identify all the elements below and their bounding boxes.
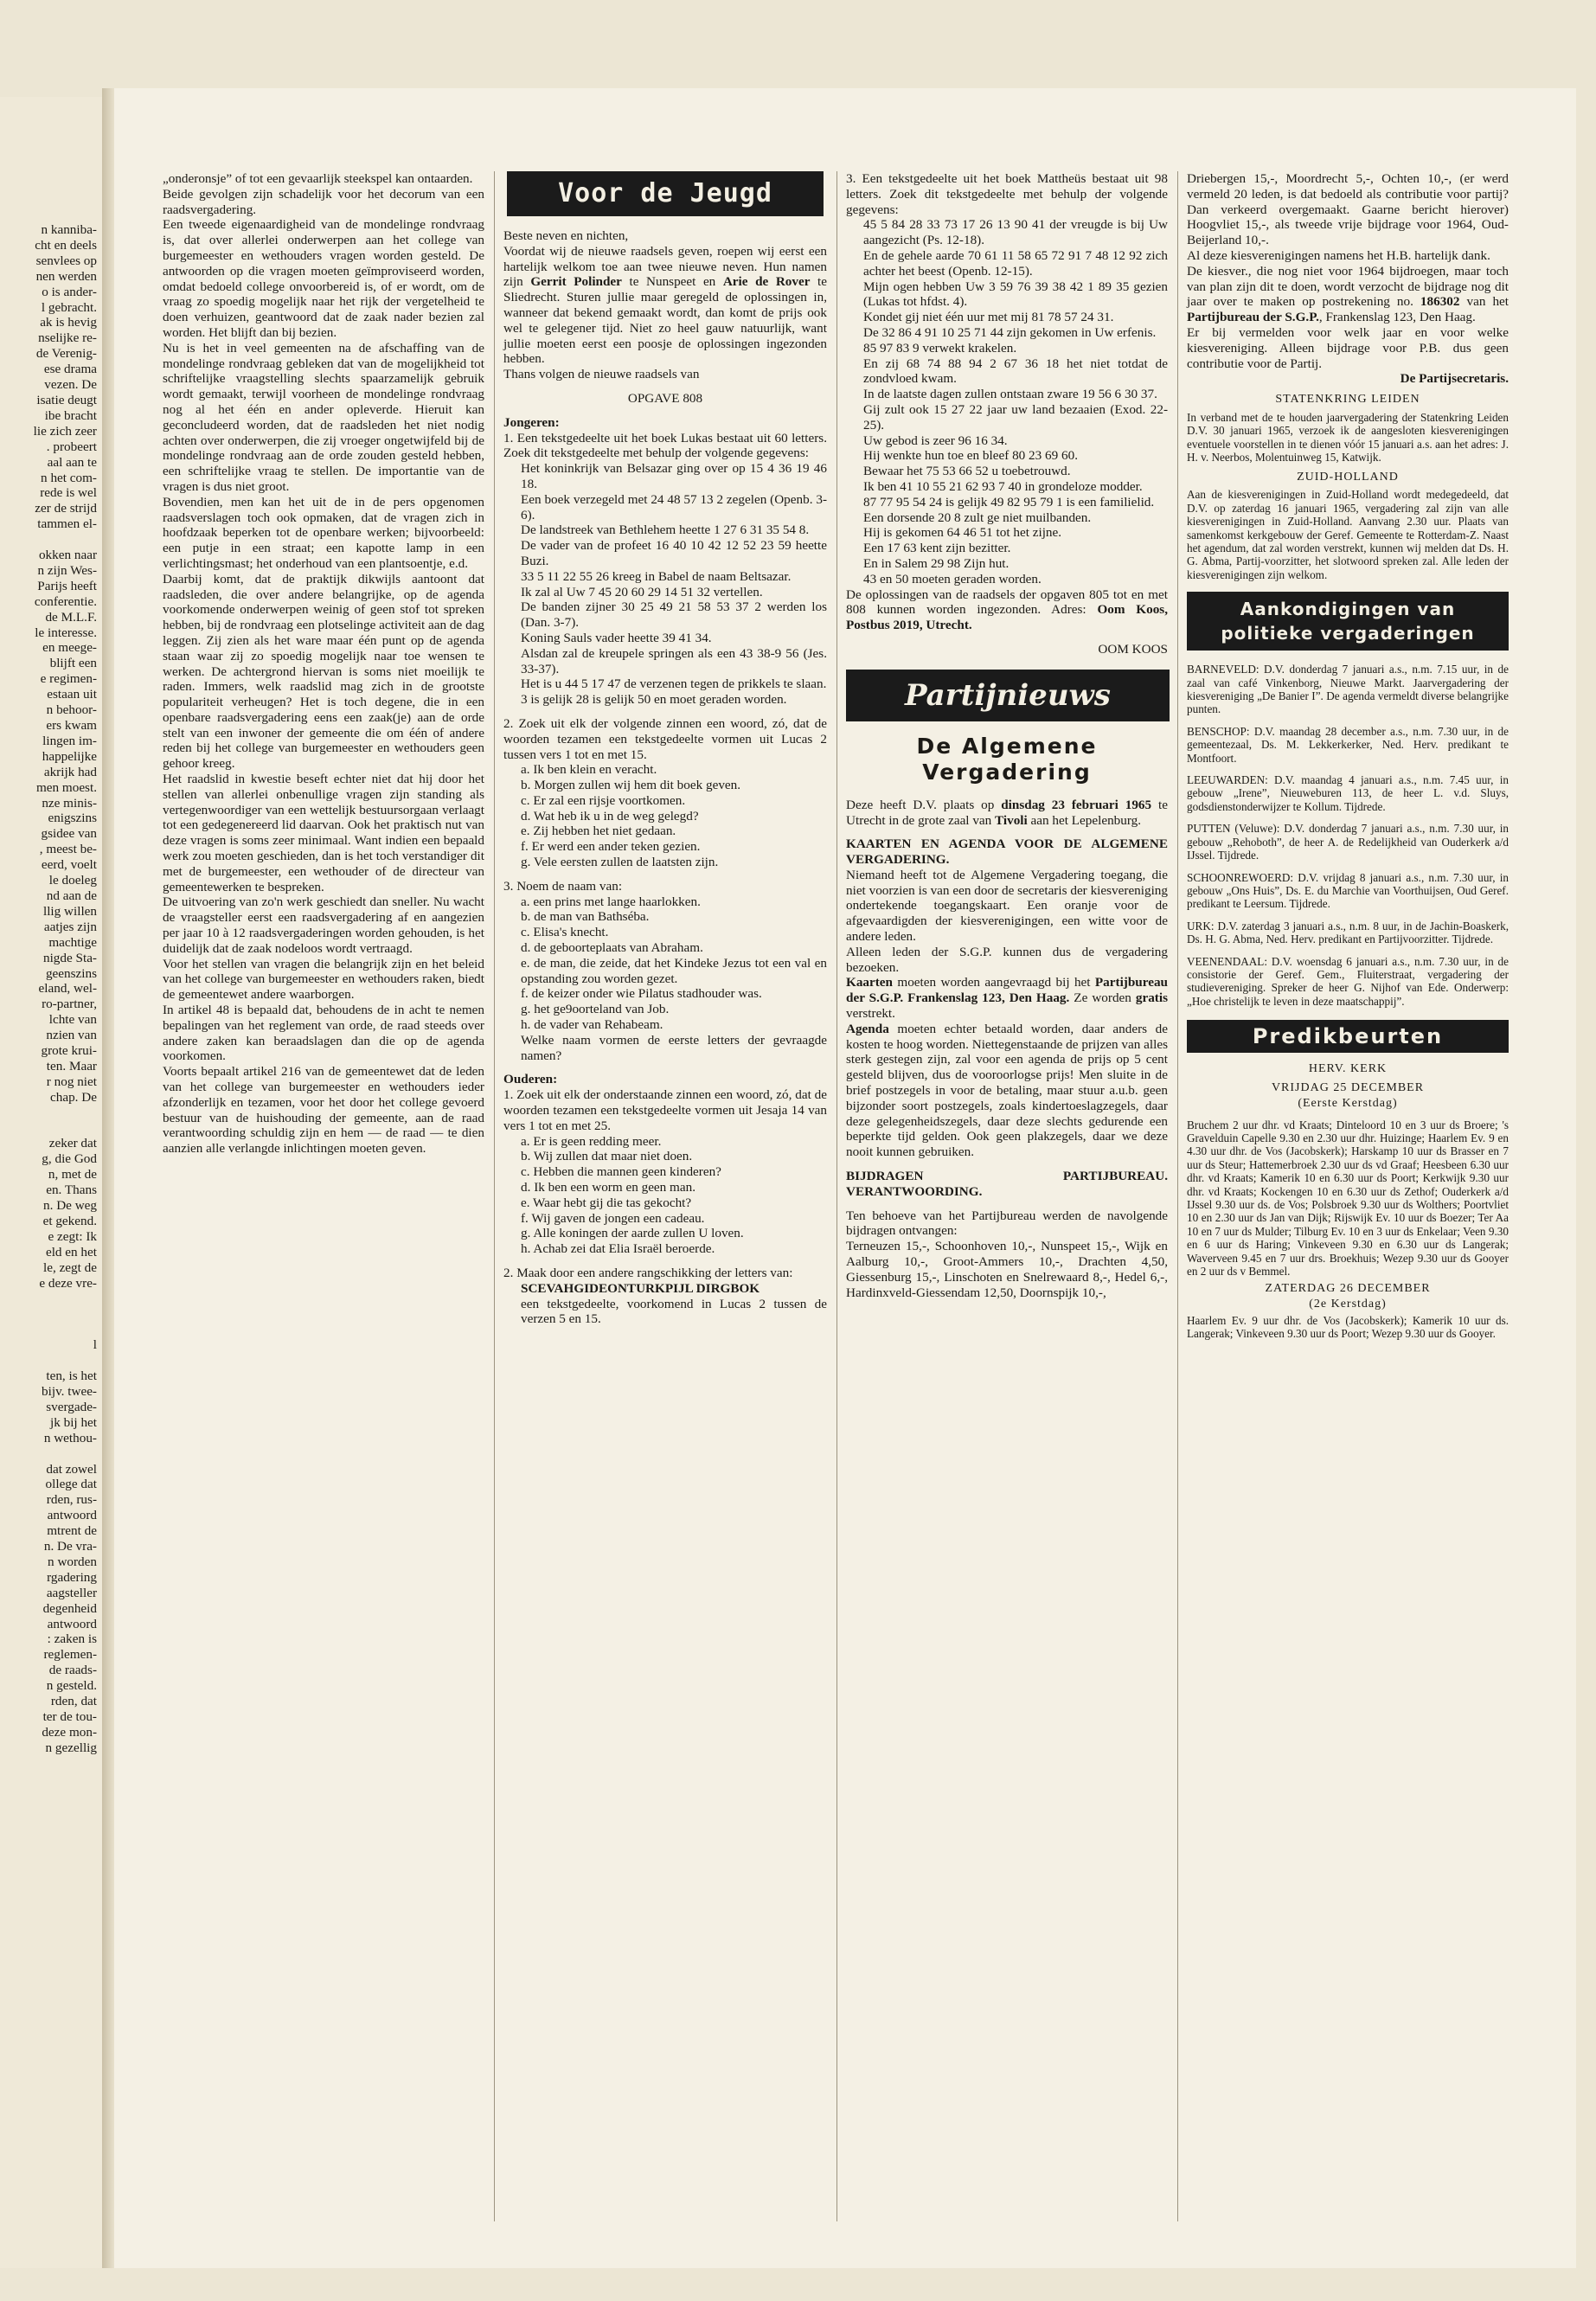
opgave-heading: OPGAVE 808 <box>627 390 703 406</box>
greeting: Beste neven en nichten, <box>503 228 629 243</box>
puzzle-line: Ik zal al Uw 7 45 20 60 29 14 51 32 vertellen. <box>521 584 763 599</box>
puzzle-line: 3 is gelijk 28 is gelijk 50 en moet geraden worden. <box>521 692 787 708</box>
puzzle-line: De 32 86 4 91 10 25 71 44 zijn gekomen in Uw erfenis. <box>863 324 1157 340</box>
puzzle-item: f. Wij gaven de jongen een cadeau. <box>521 1210 705 1226</box>
puzzle-item: b. de man van Bathséba. <box>521 909 650 925</box>
puzzle-item: f. de keizer onder wie Pilatus stadhouder was. <box>521 986 762 1002</box>
puzzle-line: De landstreek van Bethlehem heette 1 27 6 31 35 54 8. <box>521 522 810 538</box>
closing-paragraph: De oplossingen van de raadsels der opgaven 805 tot en met 808 kunnen worden ingezonden. Adres: Oom Koos, Postbus 2019, Utrecht. <box>846 586 1168 633</box>
puzzle-item: e. Zij hebben het niet gedaan. <box>521 824 676 839</box>
puzzle-item: a. Ik ben klein en veracht. <box>521 762 657 778</box>
date-heading: VRIJDAG 25 DECEMBER <box>1271 1080 1425 1094</box>
ouderen-heading: Ouderen: <box>503 1072 558 1087</box>
puzzle-question: 1. Een tekstgedeelte uit het boek Lukas bestaat uit 60 letters. Zoek dit tekstgedeelte met behulp der volgende gegevens: <box>503 430 827 461</box>
meeting-announcement: URK: D.V. zaterdag 3 januari a.s., n.m. 8 uur, in de Jachin-Boaskerk, Ds. H. G. Abma, Ned. Herv. predikant en Partijvoorzitter. Tijdrede. <box>1187 919 1509 946</box>
puzzle-item: c. Elisa's knecht. <box>521 925 609 940</box>
signature: OOM KOOS <box>1098 641 1168 657</box>
puzzle-line: Mijn ogen hebben Uw 3 59 76 39 38 42 1 89 35 gezien (Lukas tot hfdst. 4). <box>863 279 1168 310</box>
paragraph: „onderonsje” of tot een gevaarlijk steekspel kan ontaarden. <box>163 171 473 186</box>
partijnieuws-banner: Partijnieuws <box>846 670 1170 721</box>
puzzle-line: De banden zijner 30 25 49 21 58 53 37 2 werden los (Dan. 3-7). <box>521 599 827 631</box>
sermon-schedule: Haarlem Ev. 9 uur dhr. de Vos (Jacobskerk); Kamerik 10 uur ds. Langerak; Vinkeveen 9.30 uur ds Poort; Wezep 9.30 uur ds Gooyer. <box>1187 1314 1509 1341</box>
puzzle-items <box>503 762 827 870</box>
paragraph: Een tweede eigenaardigheid van de mondelinge rondvraag is, dat over allerlei onderwerpen aan het college van burgemeester en wethouders vragen worden gesteld. De antwoorden op die vragen moeten geïmproviseerd worden, omdat bedoeld college onvoorbereid is, of er wordt, om de vraag zo spoedig mogelijk naar het rijk der vergetelheid te doen verhuizen, geantwoord dat de zaak nader bezien zal worden. Het blijft dan bij bezien. <box>163 217 484 340</box>
puzzle-items <box>503 1134 827 1257</box>
paragraph: Deze heeft D.V. plaats op dinsdag 23 februari 1965 te Utrecht in de grote zaal van Tivoli aan het Lepelenburg. <box>846 797 1168 828</box>
meeting-announcement: SCHOONREWOERD: D.V. vrijdag 8 januari a.s., n.m. 7.30 uur, in gebouw „Ons Huis”, Ds. E. du Marchie van Voorthuijsen, Oud Geref. predikant te Leersum. Tijdrede. <box>1187 870 1509 911</box>
puzzle-line: Hij wenkte hun toe en bleef 80 23 69 60. <box>863 448 1079 464</box>
paragraph: Beide gevolgen zijn schadelijk voor het decorum van een raadsvergadering. <box>163 186 484 217</box>
column-1 <box>163 171 484 1157</box>
section-heading: STATENKRING LEIDEN <box>1275 393 1420 407</box>
puzzle-line: 33 5 11 22 55 26 kreeg in Babel de naam Beltsazar. <box>521 568 792 584</box>
left-page-fragment <box>0 97 102 2268</box>
puzzle-items <box>503 894 827 1033</box>
church-heading: HERV. KERK <box>1308 1062 1388 1076</box>
puzzle-line: Uw gebod is zeer 96 16 34. <box>863 433 1008 448</box>
meeting-announcement: BARNEVELD: D.V. donderdag 7 januari a.s., n.m. 7.15 uur, in de zaal van café Vinkenborg, Nieuwe Markt. Jaarvergadering der kiesvereniging „De Banier I”. De agenda vermeldt diverse belangrijke punten. <box>1187 663 1509 716</box>
aankondigingen-banner: Aankondigingen van politieke vergaderingen <box>1187 592 1509 651</box>
puzzle-question: 2. Maak door een andere rangschikking der letters van: <box>503 1266 793 1280</box>
date-subheading: (2e Kerstdag) <box>1309 1298 1387 1311</box>
puzzle-item: g. het ge9oorteland van Job. <box>521 1002 670 1017</box>
puzzle-line: 43 en 50 moeten geraden worden. <box>863 571 1042 586</box>
column-4 <box>1187 171 1509 1341</box>
puzzle-line: 87 77 95 54 24 is gelijk 49 82 95 79 1 is een familielid. <box>863 494 1155 510</box>
left-page-text: n kanniba- cht en deels senvlees op nen werden o is ander- l gebracht. ak is hevig nselijke re- de Verenig- ese drama vezen. De isatie deugt ibe bracht lie zich zeer . probeert aal aan te n het com- rede is wel zer de strijd tammen el- okken naar n zijn Wes- Parijs heeft conferentie. de M.L.F. le interesse. en meege- blijft een e regimen- estaan uit n behoor- ers kwam lingen im- happelijke akrijk had men moest. nze minis- enigszins gsidee van , meest be- eerd, voelt le doeleg nd aan de llig willen aatjes zijn machtige nigde Sta- geenszins eland, wel- ro-partner, lchte van nzien van grote krui- ten. Maar r nog niet chap. De zeker dat g, die God n, met de en. Thans n. De weg et gekend. e zegt: Ik eld en het le, zegt de e deze vre- l ten, is het bijv. twee- svergade- jk bij het n wethou- dat zowel ollege dat rden, rus- antwoord mtrent de n. De vra- n worden rgadering aagsteller degenheid antwoord : zaken is reglemen- de raads- n gesteld. rden, dat ter de tou- deze mon- n gezellig <box>33 222 97 1755</box>
paragraph: Al deze kiesverenigingen namens het H.B. hartelijk dank. <box>1187 247 1490 263</box>
puzzle-line: En in Salem 29 98 Zijn hut. <box>863 555 1010 571</box>
intro-paragraph: Voordat wij de nieuwe raadsels geven, roepen wij eerst een hartelijk welkom toe aan twee nieuwe neven. Hun namen zijn Gerrit Polinder te Nunspeet en Arie de Rover te Sliedrecht. Sturen jullie maar geregeld de oplossingen in, wanneer dat bekend gemaakt wordt, dan komt de prijs ook wel te gelegener tijd. Niet zo heel gauw natuurlijk, want jullie moeten eerst een poosje de oplossingen ingezonden hebben. <box>503 243 828 367</box>
puzzle-lines <box>503 461 827 708</box>
puzzle-question: Welke naam vormen de eerste letters der gevraagde namen? <box>521 1032 827 1063</box>
puzzle-line: Een boek verzegeld met 24 48 57 13 2 zegelen (Openb. 3-6). <box>521 491 827 522</box>
puzzle-item: b. Morgen zullen wij hem dit boek geven. <box>521 778 741 793</box>
puzzle-question: 3. Noem de naam van: <box>503 878 623 894</box>
puzzle-item: d. Wat heb ik u in de weg gelegd? <box>521 808 699 824</box>
page-fold <box>102 88 114 2268</box>
section-heading: BIJDRAGEN PARTIJBUREAU. VERANTWOORDING. <box>846 1169 1168 1199</box>
puzzle-question: een tekstgedeelte, voorkomend in Lucas 2 tussen de verzen 5 en 15. <box>521 1296 827 1327</box>
paragraph: Ten behoeve van het Partijbureau werden de navolgende bijdragen ontvangen: <box>846 1208 1168 1239</box>
signature: De Partijsecretaris. <box>1400 371 1509 387</box>
column-3 <box>846 171 1168 1300</box>
puzzle-item: c. Hebben die mannen geen kinderen? <box>521 1164 721 1180</box>
date-subheading: (Eerste Kerstdag) <box>1298 1096 1398 1110</box>
puzzle-item: a. een prins met lange haarlokken. <box>521 894 701 909</box>
puzzle-question: 1. Zoek uit elk der onderstaande zinnen een woord, zó, dat de woorden tezamen een tekstgedeelte vormen uit Jesaja 14 van vers 1 tot en met 25. <box>503 1087 827 1133</box>
meeting-announcement: BENSCHOP: D.V. maandag 28 december a.s., n.m. 7.30 uur, in de gemeentezaal, Ds. M. Lekkerkerker, Ned. Herv. predikant te Montfoort. <box>1187 724 1509 765</box>
puzzle-item: e. de man, die zeide, dat het Kindeke Jezus tot een val en opstanding zou worden gezet. <box>521 955 827 986</box>
jongeren-heading: Jongeren: <box>503 414 560 430</box>
puzzle-item: g. Vele eersten zullen de laatsten zijn. <box>521 855 719 870</box>
new-nephew-name: Gerrit Polinder <box>530 274 622 290</box>
meeting-announcements <box>1187 663 1509 1008</box>
section-heading: ZUID-HOLLAND <box>1297 470 1399 484</box>
date-heading: ZATERDAG 26 DECEMBER <box>1265 1282 1431 1296</box>
puzzle-item: c. Er zal een rijsje voortkomen. <box>521 792 686 808</box>
notice: Aan de kiesverenigingen in Zuid-Holland wordt medegedeeld, dat D.V. op zaterdag 16 januari 1965, vergadering zal zijn van alle kiesverenigingen in Zuid-Holland. Aanvang 2.30 uur. Plaats van samenkomst kerkgebouw der Geref. Gemeente te Rotterdam-Z. Naast het agendum, dat zal worden verstrekt, kunnen wij melden dat Ds. H. G. Abma, Partij-voorzitter, het slotwoord spreken zal. Alle leden der kiesverenigingen zijn welkom. <box>1187 488 1509 581</box>
puzzle-item: f. Er werd een ander teken gezien. <box>521 839 701 855</box>
algemene-vergadering-title: De Algemene Vergadering <box>916 733 1098 785</box>
puzzle-item: g. Alle koningen der aarde zullen U loven. <box>521 1226 744 1241</box>
puzzle-item: d. Ik ben een worm en geen man. <box>521 1180 696 1195</box>
meeting-announcement: PUTTEN (Veluwe): D.V. donderdag 7 januari a.s., n.m. 7.30 uur, in gebouw „Rehoboth”, de heer A. de Redelijkheid van Ouderkerk a/d IJssel. Tijdrede. <box>1187 822 1509 862</box>
puzzle-line: Gij zult ook 15 27 22 jaar uw land bezaaien (Exod. 22-25). <box>863 401 1168 433</box>
voor-de-jeugd-banner: Voor de Jeugd <box>507 171 824 216</box>
puzzle-line: Hij is gekomen 64 46 51 tot het zijne. <box>863 525 1062 541</box>
paragraph: Het raadslid in kwestie beseft echter niet dat hij door het stellen van allerlei onbenullige vragen zijn standing als vertegenwoordiger van een wettelijk bestuursorgaan verlaagt tot een gedegenereerd lid daarvan. Ook het praktisch nut van deze vragen is soms zeer minimaal. Want indien een bepaald werk zou moeten geschieden, dan is het toch verstandiger dit met de burgemeester, een wethouder of de directeur van gemeentewerken te bespreken. <box>163 772 484 894</box>
address: Oom Koos, Postbus 2019, Utrecht. <box>846 602 1168 633</box>
puzzle-line: De vader van de profeet 16 40 10 42 12 52 23 59 heette Buzi. <box>521 538 827 568</box>
contributions-list: Terneuzen 15,-, Schoonhoven 10,-, Nunspeet 15,-, Wijk en Aalburg 10,-, Groot-Ammers 10,-, Drachten 4,50, Giessenburg 15,-, Linschoten en Snelrewaard 8,-, Hedel 6,-, Hardinxveld-Giessendam 12,50, Doornspijk 10,-, <box>846 1239 1168 1300</box>
puzzle-item: h. de vader van Rehabeam. <box>521 1017 663 1033</box>
puzzle-item: e. Waar hebt gij die tas gekocht? <box>521 1195 692 1210</box>
puzzle-question: 2. Zoek uit elk der volgende zinnen een woord, zó, dat de woorden tezamen een tekstgedeelte vormen uit Lucas 2 tussen vers 1 tot en met 15. <box>503 715 827 762</box>
puzzle-item: h. Achab zei dat Elia Israël beroerde. <box>521 1241 715 1257</box>
paragraph: Er bij vermelden voor welk jaar en voor welke kiesvereniging. Alleen bijdrage voor P.B. dus geen contributie voor de Partij. <box>1187 324 1509 371</box>
paragraph: Alleen leden der S.G.P. kunnen dus de vergadering bezoeken. <box>846 944 1168 975</box>
puzzle-item: b. Wij zullen dat maar niet doen. <box>521 1149 693 1164</box>
paragraph: De uitvoering van zo'n werk geschiedt dan sneller. Nu wacht de vraagsteller eerst een raadsvergadering af en aangezien per jaar 10 à 12 raadsvergaderingen worden gehouden, is het duidelijk dat de zaak nodeloos wordt vertraagd. <box>163 894 484 956</box>
sermon-schedule: Bruchem 2 uur dhr. vd Kraats; Dinteloord 10 en 3 uur ds Broere; 's Gravelduin Capelle 9.30 en 2.30 uur dhr. Huizinge; Haarlem Ev. 9 en 4.30 uur dhr. de Vos (Jacobskerk); Harskamp 10 uur ds Brasser en 7 uur ds Steur; Hattemerbroek 2.30 uur ds vd Graaf; Heesbeen 6.30 uur dhr. vd Kraats; Kamerik 10 en 6.30 uur ds Poort; Kerkwijk 9.30 uur dhr. vd Kraats; Kockengen 10 en 6.30 uur ds Zethof; Ouderkerk a/d IJssel 9.30 uur ds. de Vos; Polsbroek 9.30 uur ds Wolthers; Poortvliet 10 en 2.30 uur ds Jan van Dijk; Rijswijk Ev. 10 uur ds Boezer; Ter Aa 10 en 7 uur ds Mulder; Tilburg Ev. 10 en 3 uur ds Enkelaar; Veen 9.30 en 6 uur ds Haring; Vinkeveen 9.30 en 6.30 uur ds Langerak; Waverveen 9.45 en 7 uur drs. Broekhuis; Wezep 9.30 uur ds Gooyer en 2 uur ds v Bemmel. <box>1187 1118 1509 1279</box>
puzzle-line: Het koninkrijk van Belsazar ging over op 15 4 36 19 46 18. <box>521 461 827 491</box>
notice: In verband met de te houden jaarvergadering der Statenkring Leiden D.V. 30 januari 1965, verzoek ik de aangesloten kiesverenigingen eventuele voorstellen in te dienen vóór 15 januari a.s. aan het adres: J. H. v. Neerbos, Molentuinweg 15, Katwijk. <box>1187 410 1509 465</box>
predikbeurten-banner: Predikbeurten <box>1187 1020 1509 1053</box>
puzzle-line: Het is u 44 5 17 47 de verzenen tegen de prikkels te slaan. <box>521 676 827 692</box>
meeting-announcement: LEEUWARDEN: D.V. maandag 4 januari a.s., n.m. 7.45 uur, in gebouw „Irene”, Nieuweburen 113, de heer L. v.d. Sluys, godsdienstonderwijzer te Kollum. Tijdrede. <box>1187 773 1509 813</box>
puzzle-line: Een 17 63 kent zijn bezitter. <box>863 541 1011 556</box>
paragraph: Niemand heeft tot de Algemene Vergadering toegang, die niet voorzien is van een door de secretaris der kiesvereniging ondertekende toegangskaart. Een oranje voor de afgevaardigden der kiesverenigingen, een witte voor de andere leden. <box>846 867 1168 945</box>
puzzle-line: Ik ben 41 10 55 21 62 93 7 40 in grondeloze modder. <box>863 478 1143 494</box>
puzzle-line: En de gehele aarde 70 61 11 58 65 72 91 7 48 12 92 zich achter het beest (Openb. 12-15). <box>863 247 1168 279</box>
paragraph: Nu is het in veel gemeenten na de afschaffing van de mondelinge rondvraag gebleken dat van de mogelijkheid tot schriftelijke vraagstelling slechts spaarzamelijk gebruik wordt gemaakt, terwijl voorheen de mondelinge rondvraag nog al het één en ander opleverde. Hieruit kan geconcludeerd worden, dat de raadsleden het niet nodig achten over onderwerpen, die zij vroeger ongetwijfeld bij de mondelinge rondvraag aan de orde zouden gesteld hebben, een schriftelijke vraag te stellen. De importantie van de vragen is dus niet groot. <box>163 340 484 494</box>
anagram-word: SCEVAHGIDEONTURKPIJL DIRGBOK <box>521 1280 760 1296</box>
meeting-announcement: VEENENDAAL: D.V. woensdag 6 januari a.s., n.m. 7.30 uur, in de consistorie der Geref. Gem., Fluiterstraat, vergadering der studievereniging. Spreker de heer G. Nijhof van Ede. Onderwerp: „Hoe christelijk te leven in deze maatschappij”. <box>1187 954 1509 1008</box>
puzzle-line: Bewaar het 75 53 66 52 u toebetrouwd. <box>863 464 1071 479</box>
puzzle-lines <box>846 217 1168 586</box>
paragraph: In artikel 48 is bepaald dat, behoudens de in acht te nemen bepalingen van het reglement van orde, de raad steeds over andere zaken kan beraadslagen dan die op de agenda voorkomen. <box>163 1003 484 1064</box>
paragraph: De kiesver., die nog niet voor 1964 bijdroegen, maar toch van plan zijn dit te doen, wordt verzocht de bijdrage nog dit jaar over te maken op postrekening no. 186302 van het Partijbureau der S.G.P., Frankenslag 123, Den Haag. <box>1187 263 1509 325</box>
paragraph: Agenda moeten echter betaald worden, daar anders de kosten te hoog worden. Niettegenstaande de prijzen van alles sterk gestegen zijn, zal voor een agenda de prijs op 5 cent gesteld blijven, dus de vooroorlogse prijs! Men sluite in de brief postzegels in voor de betaling, maar stuur a.u.b. geen bijzonder soort postzegels, zoals kindertoeslagzegels, daar deze gelegenheidszegels, daar deze slechts gedurende een beperkte tijd gelden. Ook geen plakzegels, daar we deze nooit kunnen gebruiken. <box>846 1021 1168 1160</box>
new-nephew-name: Arie de Rover <box>722 274 811 290</box>
column-rule <box>494 171 495 2221</box>
puzzle-line: 45 5 84 28 33 73 17 26 13 90 41 der vreugde is bij Uw aangezicht (Ps. 12-18). <box>863 217 1168 248</box>
column-rule <box>836 171 837 2221</box>
puzzle-line: Koning Sauls vader heette 39 41 34. <box>521 630 712 645</box>
puzzle-item: a. Er is geen redding meer. <box>521 1133 662 1149</box>
puzzle-line: Een dorsende 20 8 zult ge niet muilbanden. <box>863 510 1092 525</box>
paragraph: Voorts bepaalt artikel 216 van de gemeentewet dat de leden van het college van burgemeester en wethouders ieder afzonderlijk en tezamen, voor het door het college gevoerd bestuur van de huishouding der gemeente, aan de raad verantwoording schuldig zijn en hem — de raad — te dien aanzien alle verlangde inlichtingen moeten geven. <box>163 1064 484 1157</box>
puzzle-line: En zij 68 74 88 94 2 67 36 18 het niet totdat de zondvloed kwam. <box>863 356 1168 387</box>
paragraph: Kaarten moeten worden aangevraagd bij het Partijbureau der S.G.P. Frankenslag 123, Den Haag. Ze worden gratis verstrekt. <box>846 975 1168 1022</box>
puzzle-item: d. de geboorteplaats van Abraham. <box>521 940 703 956</box>
paragraph: Bovendien, men kan het uit de in de pers opgenomen raadsverslagen toch ook opmaken, dat de vragen zich in hoofdzaak beperken tot de openbare werken; bijvoorbeeld: een putje in een straat; een kapotte lamp in een verlichtingsmast; het onderhoud van een plantsoentje, e.d. <box>163 494 484 571</box>
column-2 <box>503 171 827 1327</box>
puzzle-line: Alsdan zal de kreupele springen als een 43 38-9 56 (Jes. 33-37). <box>521 645 827 676</box>
section-heading: KAARTEN EN AGENDA VOOR DE ALGEMENE VERGADERING. <box>846 836 1168 868</box>
paragraph: Voor het stellen van vragen die belangrijk zijn en het beleid van het college van burgemeester en wethouders raken, biedt de gemeentewet andere waarborgen. <box>163 956 484 1003</box>
puzzle-question: 3. Een tekstgedeelte uit het boek Mattheüs bestaat uit 98 letters. Zoek dit tekstgedeelte met behulp der volgende gegevens: <box>846 171 1168 217</box>
intro-paragraph: Thans volgen de nieuwe raadsels van <box>503 367 700 382</box>
puzzle-line: Kondet gij niet één uur met mij 81 78 57 24 31. <box>863 310 1114 325</box>
paragraph: Driebergen 15,-, Moordrecht 5,-, Ochten 10,-, (er werd vermeld 20 leden, is dat bedoeld als contributie voor partij? Dan verkeerd overgemaakt. Gaarne bericht hierover) Hoogvliet 15,-, als tweede vrije bijdrage voor 1964, Oud-Beijerland 10,-. <box>1187 171 1509 248</box>
puzzle-line: In de laatste dagen zullen ontstaan zware 19 56 6 30 37. <box>863 387 1157 402</box>
puzzle-line: 85 97 83 9 verwekt krakelen. <box>863 340 1017 356</box>
column-rule <box>1177 171 1178 2221</box>
paragraph: Daarbij komt, dat de praktijk dikwijls aantoont dat raadsleden, die over andere belangrijke, op de agenda voorkomende onderwerpen weinig of geen stof tot spreken hebben, bij de rondvraag een plotselinge activiteit aan de dag leggen. Zij zien als het ware maar één punt op de agenda staan waar zij zo spoedig mogelijk naar toe wensen te werken. De achtergrond hiervan is soms niet moeilijk te raden. Immers, welk raadslid mag zich in de grootste populariteit verheugen? Het is toch degene, die in een openbare raadsvergadering eens een zaak(je) aan de orde stelt van een inwoner der gemeente die om één of andere reden bij het college van burgemeester en wethouders geen gehoor kreeg. <box>163 571 484 772</box>
